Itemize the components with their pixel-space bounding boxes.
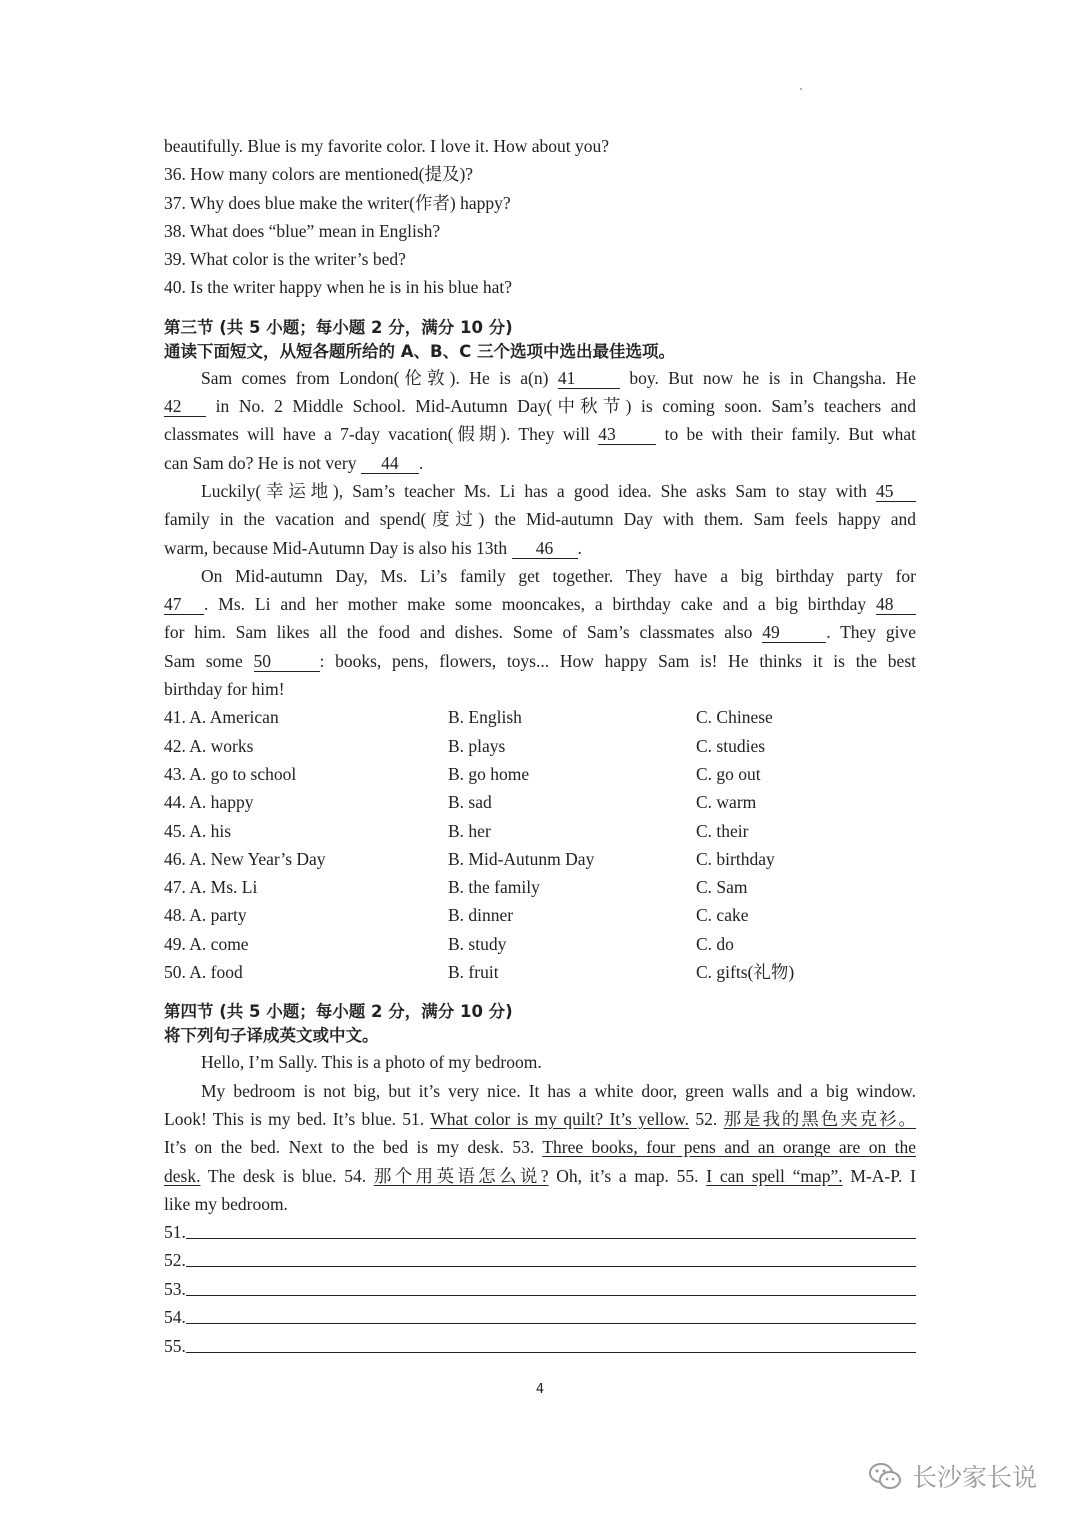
watermark-text: 长沙家长说: [912, 1463, 1038, 1492]
section3-title: 第三节 (共 5 小题；每小题 2 分，满分 10 分): [164, 317, 513, 337]
stray-dot: [800, 88, 802, 90]
question-36: 36. How many colors are mentioned(提及)?: [164, 164, 474, 185]
passage-line: classmates will have a 7-day vacation(假期). They will 43 to be with their family. But what: [164, 424, 917, 445]
option-row: 43. A. go to school B. go home C. go out: [164, 763, 761, 784]
passage-line: warm, because Mid-Autumn Day is also his 13th 46 .: [164, 537, 582, 558]
answer-line-52[interactable]: 52.: [164, 1246, 916, 1274]
sentence-53-end: desk.: [164, 1165, 201, 1186]
blank-46: 46: [512, 538, 578, 559]
answer-line-51[interactable]: 51.: [164, 1218, 916, 1246]
answer-line-53[interactable]: 53.: [164, 1275, 916, 1303]
passage-line: family in the vacation and spend(度过) the Mid-autumn Day with them. Sam feels happy and: [164, 509, 916, 530]
passage-line: for him. Sam likes all the food and dishes. Some of Sam’s classmates also 49 . They give: [164, 622, 916, 643]
question-40: 40. Is the writer happy when he is in his blue hat?: [164, 277, 512, 298]
blank-49: 49: [762, 622, 826, 643]
option-row: 44. A. happy B. sad C. warm: [164, 792, 757, 813]
passage-line: Sam some 50 : books, pens, flowers, toys... How happy Sam is! He thinks it is the best: [164, 650, 917, 671]
option-row: 49. A. come B. study C. do: [164, 933, 734, 954]
passage-line: On Mid-autumn Day, Ms. Li’s family get together. They have a big birthday party for: [201, 565, 916, 586]
passage-line: Luckily(幸运地), Sam’s teacher Ms. Li has a good idea. She asks Sam to stay with 45: [164, 477, 916, 505]
sentence-55: I can spell “map”.: [706, 1165, 843, 1186]
passage-line: Sam comes from London(伦敦). He is a(n) 41 boy. But now he is in Changsha. He: [201, 367, 917, 388]
option-row: 50. A. food B. fruit C. gifts(礼物): [164, 962, 795, 983]
passage-line: desk. The desk is blue. 54. 那个用英语怎么说? Oh, it’s a map. 55. I can spell “map”. M-A-P. I: [164, 1165, 916, 1186]
option-row: 41. A. American B. English C. Chinese: [164, 707, 773, 728]
section4-title: 第四节 (共 5 小题；每小题 2 分，满分 10 分): [164, 1002, 513, 1022]
wechat-icon: [868, 1461, 902, 1491]
blank-42: 42: [164, 396, 206, 417]
sentence-51: What color is my quilt? It’s yellow.: [430, 1108, 690, 1129]
option-row: 47. A. Ms. Li B. the family C. Sam: [164, 877, 748, 898]
blank-45: 45: [876, 481, 916, 502]
passage-line: can Sam do? He is not very 44 .: [164, 452, 424, 473]
section4-instruction: 将下列句子译成英文或中文。: [164, 1026, 379, 1046]
answer-line-54[interactable]: 54.: [164, 1303, 916, 1331]
passage-line: Hello, I’m Sally. This is a photo of my bedroom.: [201, 1052, 542, 1073]
blank-48: 48: [876, 594, 916, 615]
passage-line: My bedroom is not big, but it’s very nice. It has a white door, green walls and a big window.: [201, 1080, 916, 1101]
passage-line: birthday for him!: [164, 679, 285, 700]
answer-lines: [164, 1218, 916, 1360]
option-row: 45. A. his B. her C. their: [164, 820, 749, 841]
question-39: 39. What color is the writer’s bed?: [164, 249, 406, 270]
option-row: 48. A. party B. dinner C. cake: [164, 905, 749, 926]
reading-tail-line: beautifully. Blue is my favorite color. I love it. How about you?: [164, 136, 610, 156]
passage-line: like my bedroom.: [164, 1193, 288, 1214]
options-list: [164, 703, 916, 986]
sentence-53: Three books, four pens and an orange are on the: [542, 1137, 916, 1158]
option-row: 46. A. New Year’s Day B. Mid-Autunm Day C. birthday: [164, 848, 775, 869]
section3-instruction: 通读下面短文，从短各题所给的 A、B、C 三个选项中选出最佳选项。: [164, 341, 675, 361]
exam-page: [164, 132, 916, 1360]
passage-line: Look! This is my bed. It’s blue. 51. What color is my quilt? It’s yellow. 52. 那是我的黑色夹克衫。: [164, 1108, 917, 1129]
question-38: 38. What does “blue” mean in English?: [164, 220, 441, 241]
passage-line: 47 . Ms. Li and her mother make some mooncakes, a birthday cake and a big birthday 48: [164, 590, 916, 618]
passage-line: 42 in No. 2 Middle School. Mid-Autumn Day(中秋节) is coming soon. Sam’s teachers and: [164, 396, 917, 417]
translation-passage: [164, 1048, 916, 1218]
passage-line: It’s on the bed. Next to the bed is my desk. 53. Three books, four pens and an orange are on the: [164, 1137, 916, 1158]
blank-50: 50: [254, 651, 320, 672]
sentence-52: 那是我的黑色夹克衫。: [723, 1108, 917, 1129]
question-37: 37. Why does blue make the writer(作者) happy?: [164, 192, 511, 213]
blank-44: 44: [361, 453, 419, 474]
blank-43: 43: [598, 424, 656, 445]
cloze-passage: [164, 364, 916, 704]
answer-line-55[interactable]: 55.: [164, 1332, 916, 1360]
sentence-54: 那个用英语怎么说?: [373, 1165, 549, 1186]
blank-41: 41: [558, 368, 620, 389]
page-number: 4: [535, 1382, 545, 1397]
option-row: 42. A. works B. plays C. studies: [164, 735, 766, 756]
watermark: [868, 1458, 1037, 1494]
blank-47: 47: [164, 594, 204, 615]
